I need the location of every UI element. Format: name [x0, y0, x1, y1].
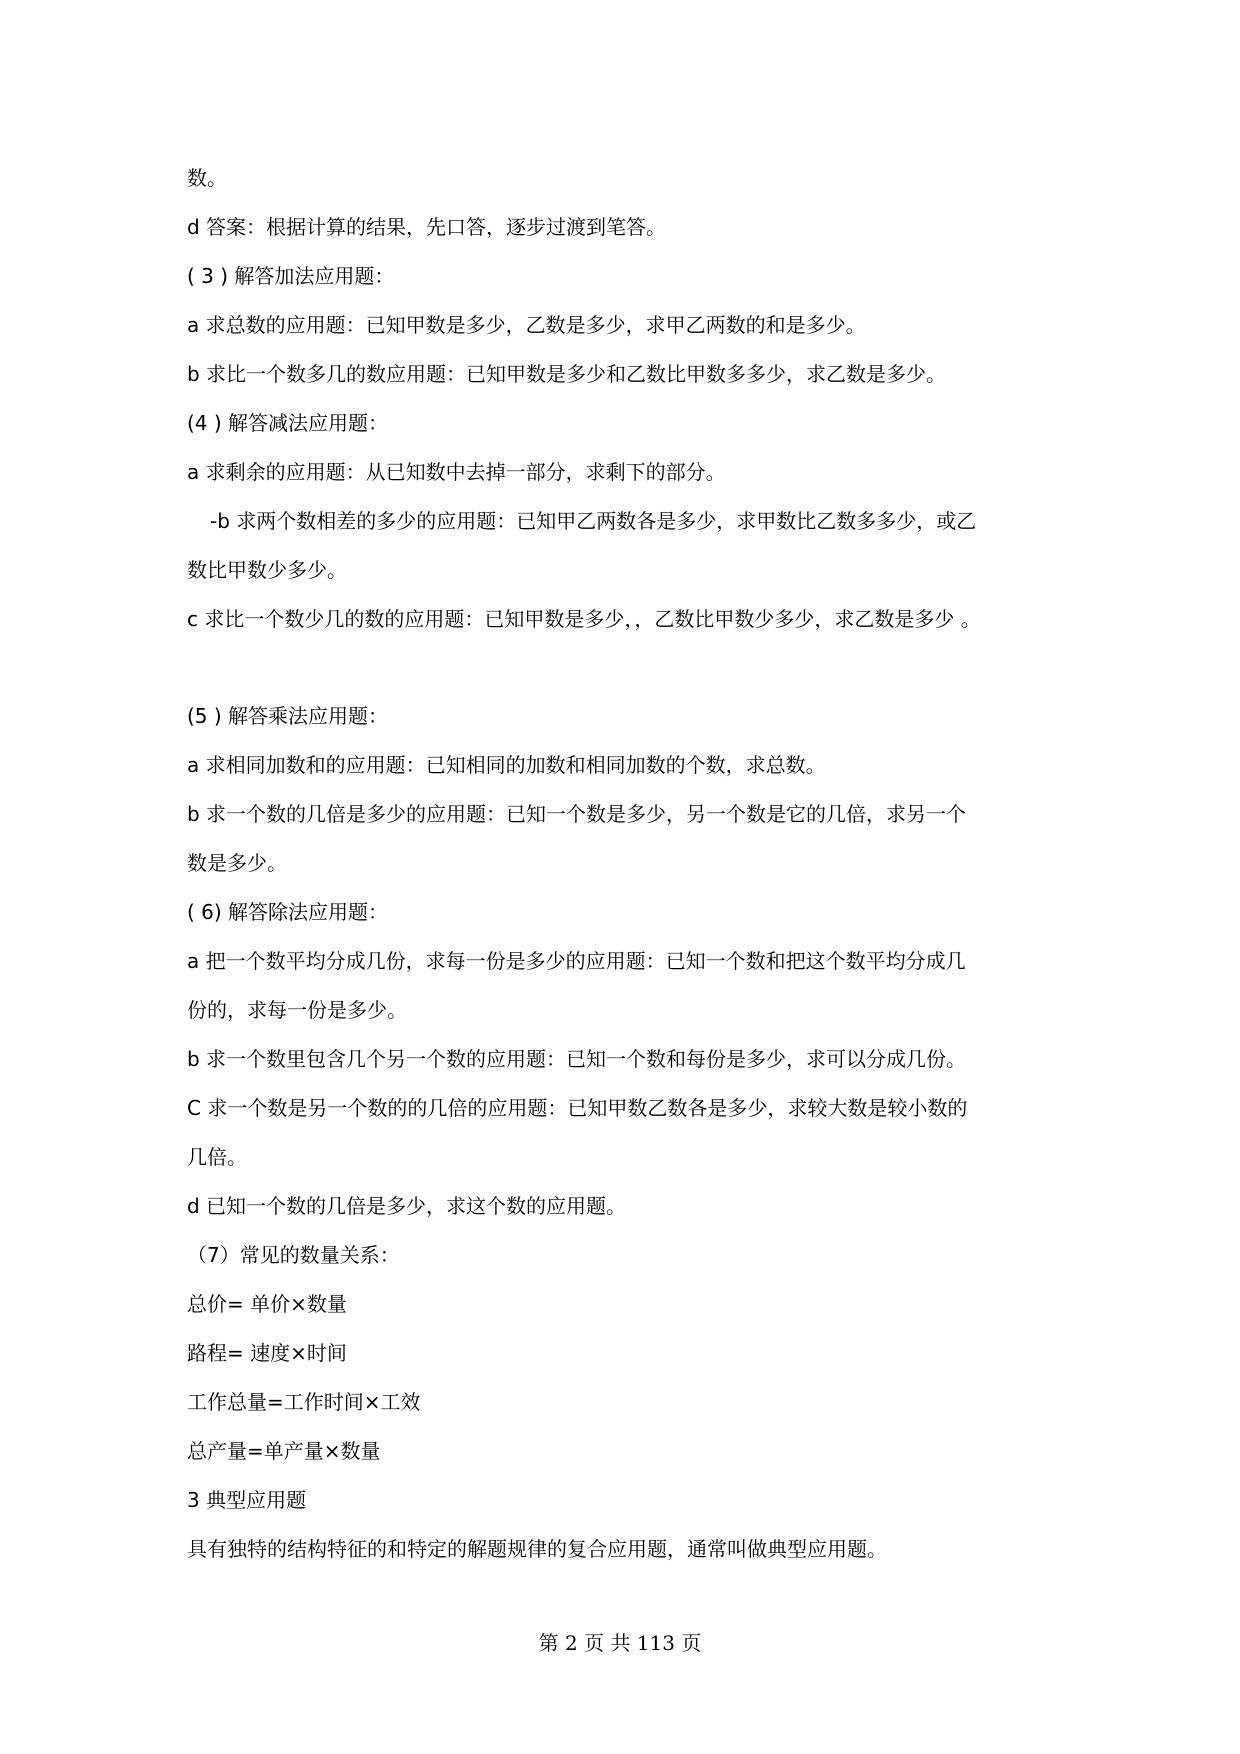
- section-heading: 3 典型应用题: [187, 1488, 307, 1512]
- text-line: a 求总数的应用题：已知甲数是多少，乙数是多少，求甲乙两数的和是多少。: [187, 313, 866, 337]
- text-line: d 答案：根据计算的结果，先口答，逐步过渡到笔答。: [187, 215, 667, 239]
- text-line: C 求一个数是另一个数的的几倍的应用题：已知甲数乙数各是多少，求较大数是较小数的: [187, 1096, 968, 1120]
- text-line: a 把一个数平均分成几份，求每一份是多少的应用题：已知一个数和把这个数平均分成几: [187, 949, 966, 973]
- text-line: 数。: [187, 166, 227, 190]
- text-line: 具有独特的结构特征的和特定的解题规律的复合应用题，通常叫做典型应用题。: [187, 1537, 887, 1561]
- text-line: b 求比一个数多几的数应用题：已知甲数是多少和乙数比甲数多多少，求乙数是多少。: [187, 362, 947, 386]
- section-heading: ( 3 ) 解答加法应用题：: [187, 264, 395, 288]
- formula-line: 工作总量=工作时间×工效: [187, 1390, 421, 1414]
- section-heading: (5 ) 解答乘法应用题：: [187, 704, 389, 728]
- page-body: [187, 154, 1087, 1574]
- formula-line: 总价= 单价×数量: [187, 1292, 347, 1316]
- text-line: b 求一个数的几倍是多少的应用题：已知一个数是多少，另一个数是它的几倍，求另一个: [187, 802, 967, 826]
- text-line: b 求一个数里包含几个另一个数的应用题：已知一个数和每份是多少，求可以分成几份。: [187, 1047, 967, 1071]
- section-heading: (4 ) 解答减法应用题：: [187, 411, 389, 435]
- formula-line: 总产量=单产量×数量: [187, 1439, 381, 1463]
- text-line: c 求比一个数少几的数的应用题：已知甲数是多少，，乙数比甲数少多少，求乙数是多少 。: [187, 607, 981, 631]
- text-line: 数比甲数少多少。: [187, 558, 347, 582]
- text-line: 几倍。: [187, 1145, 247, 1169]
- section-heading: ( 6) 解答除法应用题：: [187, 900, 389, 924]
- page-number-footer: 第 2 页 共 113 页: [538, 1631, 702, 1655]
- blank-line: [187, 644, 1087, 692]
- text-line: a 求剩余的应用题：从已知数中去掉一部分，求剩下的部分。: [187, 460, 726, 484]
- text-line: a 求相同加数和的应用题：已知相同的加数和相同加数的个数，求总数。: [187, 753, 826, 777]
- text-line: 数是多少。: [187, 851, 287, 875]
- text-line: d 已知一个数的几倍是多少，求这个数的应用题。: [187, 1194, 627, 1218]
- text-line: -b 求两个数相差的多少的应用题：已知甲乙两数各是多少，求甲数比乙数多多少，或乙: [210, 509, 977, 533]
- formula-line: 路程= 速度×时间: [187, 1341, 347, 1365]
- text-line: 份的，求每一份是多少。: [187, 998, 407, 1022]
- section-heading: （7）常见的数量关系：: [187, 1243, 400, 1267]
